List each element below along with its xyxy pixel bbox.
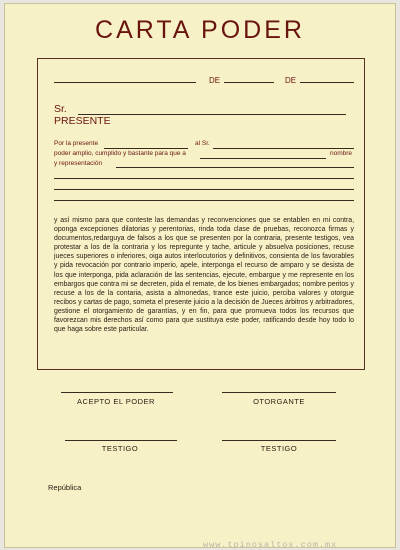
legal-body-text: y así mismo para que conteste las demandas y reconvenciones que se entablen en mi contra, oponga excepciones dilatorias y perentorias, rinda toda clase de pruebas, reconozca firmas y documentos,redarguya de falsos a los que se presenten por la contraria, presente testigos, vea protestar a los de la contraria y los repregunte y tache, articule y absuelva posiciones, recuse jueces superiores o inferiores, oiga autos interlocutorios y definitivos, consienta de los favorables y pida revocación por contrario imperio, apele, interponga el recurso de amparo y se desista de los que interponga, pida aclaración de las sentencias, ejecute, embargue y me represente en los embargos que contra mi se decreten, pida el remate, de los bienes embargados; nombre peritos y recuse a los de la contaria, asista a almonedas, trance este juicio, perciba valores y otorgue recibos y cartas de pago, someta el presente juicio a la decisión de Jueces árbitros y arbitradores, gestione el otorgamiento de garantías, y en fin, para que promueva todos los recursos que favorezcan mis derechos así como para que sustituya este poder, ratificando desde hoy todo lo que haga sobre este particular.	[54, 217, 354, 334]
testigo-1-label: TESTIGO	[101, 444, 139, 453]
sr-label: Sr.	[54, 103, 67, 115]
testigo-2-signature-line[interactable]	[222, 440, 336, 441]
watermark-url: www.tpinosaltos.com.mx	[203, 540, 338, 550]
blank-line-2[interactable]	[54, 189, 354, 190]
grantor-line[interactable]	[104, 148, 188, 149]
testigo-1-signature-line[interactable]	[65, 440, 177, 441]
presente-label: PRESENTE	[54, 115, 111, 127]
date-year-line[interactable]	[300, 82, 354, 83]
on-behalf-line[interactable]	[200, 158, 326, 159]
blank-line-1[interactable]	[54, 178, 354, 179]
date-de-label-1: DE	[209, 76, 221, 85]
otorgante-signature-line[interactable]	[222, 392, 336, 393]
form-frame	[37, 58, 365, 370]
form-title: CARTA PODER	[95, 16, 305, 44]
acepto-label: ACEPTO EL PODER	[77, 397, 155, 406]
poder-amplio-label: poder amplio, cumplido y bastante para que a	[54, 150, 186, 157]
place-line[interactable]	[54, 82, 196, 83]
nombre-label: nombre	[330, 150, 353, 157]
grantee-line[interactable]	[213, 148, 354, 149]
acepto-signature-line[interactable]	[61, 392, 173, 393]
testigo-2-label: TESTIGO	[260, 444, 298, 453]
representacion-label: y representación	[54, 160, 103, 167]
date-de-label-2: DE	[285, 76, 297, 85]
representation-line[interactable]	[116, 167, 354, 168]
form-sheet	[4, 3, 396, 548]
sr-name-line[interactable]	[78, 114, 346, 115]
republica-footer: República	[48, 483, 82, 492]
blank-line-3[interactable]	[54, 200, 354, 201]
date-month-line[interactable]	[224, 82, 274, 83]
por-la-presente-label: Por la presente	[54, 140, 99, 147]
al-sr-label: al Sr.	[195, 140, 210, 147]
otorgante-label: OTORGANTE	[253, 397, 305, 406]
